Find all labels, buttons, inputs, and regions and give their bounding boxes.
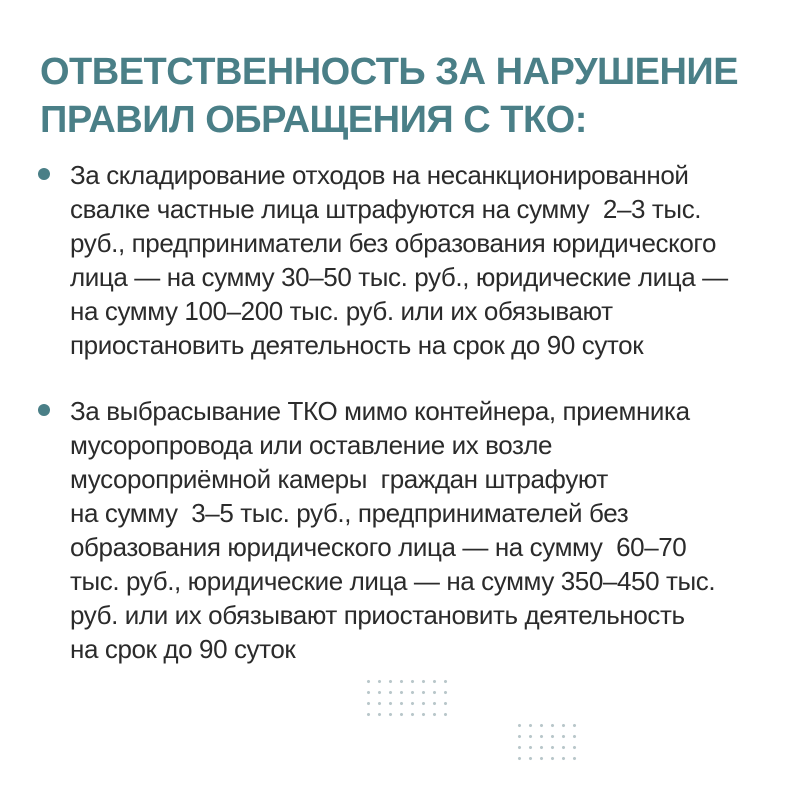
bullet-1-line-5: на сумму 100–200 тыс. руб. или их обязывают — [70, 296, 613, 326]
bullet-1-line-4: лица — на сумму 30–50 тыс. руб., юридические лица — — [70, 262, 728, 292]
bullet-2-line-6: тыс. руб., юридические лица — на сумму 350–450 тыс. — [70, 566, 716, 596]
bullet-dot-icon — [38, 404, 50, 416]
bullet-dot-icon — [38, 168, 50, 180]
decorative-dot-grid — [363, 676, 451, 720]
bullet-2-line-3: мусороприёмной камеры граждан штрафуют — [70, 464, 608, 494]
bullet-text — [70, 158, 772, 362]
bullet-item-dumping-fine — [32, 394, 772, 666]
bullet-1-line-3: руб., предприниматели без образования юридического — [70, 228, 717, 258]
title-line-1: ОТВЕТСТВЕННОСТЬ ЗА НАРУШЕНИЕ — [40, 51, 739, 93]
bullet-item-storage-fine — [32, 158, 772, 362]
bullet-2-line-2: мусоропровода или оставление их возле — [70, 430, 553, 460]
bullet-1-line-6: приостановить деятельность на срок до 90 суток — [70, 330, 644, 360]
bullet-text — [70, 394, 772, 666]
bullet-2-line-1: За выбрасывание ТКО мимо контейнера, приемника — [70, 396, 690, 426]
bullet-1-line-1: За складирование отходов на несанкционированной — [70, 160, 689, 190]
bullet-2-line-7: руб. или их обязывают приостановить деятельность — [70, 600, 685, 630]
bullet-1-line-2: свалке частные лица штрафуются на сумму 2–3 тыс. — [70, 194, 702, 224]
bullet-2-line-8: на срок до 90 суток — [70, 634, 296, 664]
bullet-2-line-4: на сумму 3–5 тыс. руб., предпринимателей без — [70, 498, 629, 528]
decorative-dot-grid-small — [514, 720, 580, 764]
page-title — [40, 48, 780, 144]
bullet-2-line-5: образования юридического лица — на сумму 60–70 — [70, 532, 687, 562]
title-line-2: ПРАВИЛ ОБРАЩЕНИЯ С ТКО: — [40, 99, 587, 141]
